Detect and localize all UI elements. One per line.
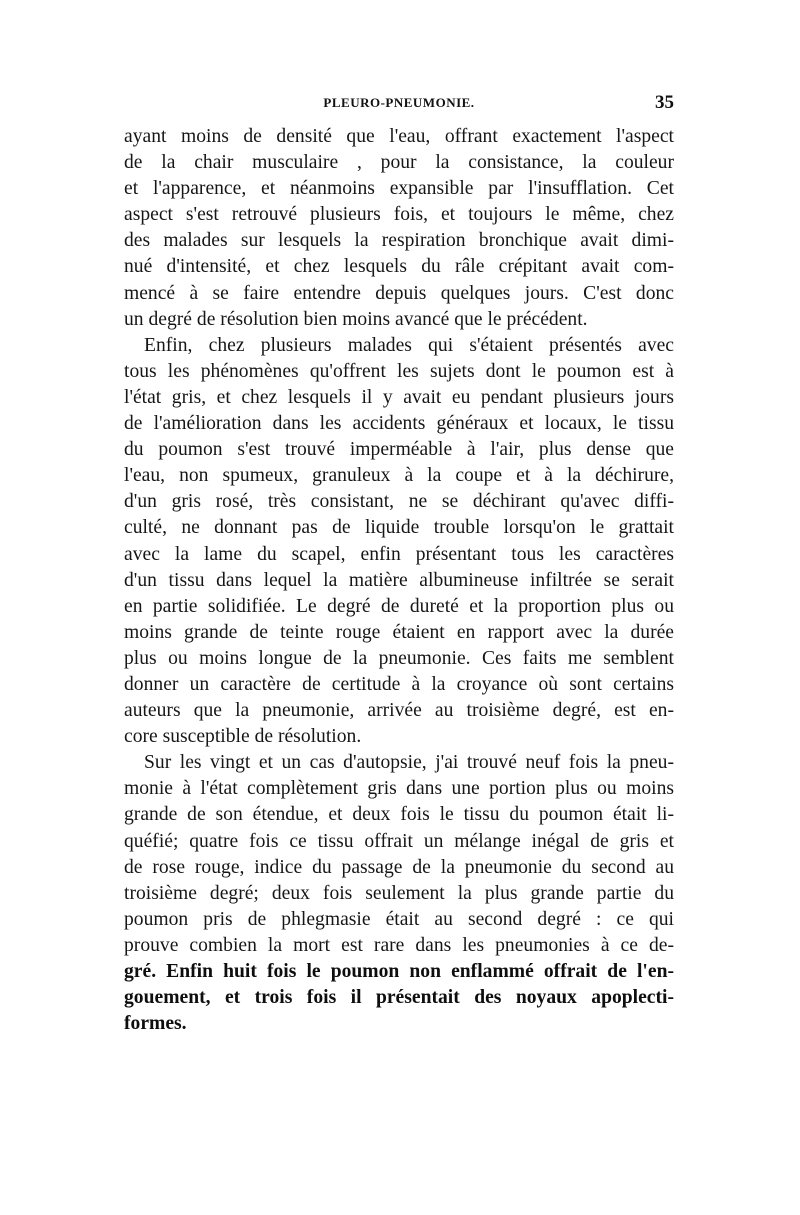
running-head [124,92,674,115]
text-line: nué d'intensité, et chez lesquels du râle crépitant avait com- [124,256,674,278]
text-line: plus ou moins longue de la pneumonie. Ces faits me semblent [124,647,674,669]
text-line: l'état gris, et chez lesquels il y avait eu pendant plusieurs jours [124,386,674,408]
text-line: tous les phénomènes qu'offrent les sujets dont le poumon est à [124,360,674,382]
text-line: donner un caractère de certitude à la croyance où sont certains [124,673,674,695]
text-line: en partie solidifiée. Le degré de dureté et la proportion plus ou [124,595,674,617]
text-line: troisième degré; deux fois seulement la plus grande partie du [124,882,674,904]
running-head-title: PLEURO-PNEUMONIE. [323,95,475,110]
text-line: moins grande de teinte rouge étaient en rapport avec la durée [124,621,674,643]
text-line: core susceptible de résolution. [124,726,362,748]
text-line: de l'amélioration dans les accidents généraux et locaux, le tissu [124,413,674,435]
text-line: formes. [124,1013,187,1035]
text-line: gré. Enfin huit fois le poumon non enflammé offrait de l'en- [124,961,674,982]
text-line: aspect s'est retrouvé plusieurs fois, et toujours le même, chez [124,204,674,226]
text-line: des malades sur lesquels la respiration bronchique avait dimi- [124,230,674,252]
text-line: d'un gris rosé, très consistant, ne se déchirant qu'avec diffi- [124,491,674,513]
text-line: de rose rouge, indice du passage de la pneumonie du second au [124,856,674,878]
text-line: de la chair musculaire , pour la consistance, la couleur [124,152,674,174]
page-number: 35 [655,92,674,113]
text-line: quéfié; quatre fois ce tissu offrait un mélange inégal de gris et [124,830,674,852]
text-line: un degré de résolution bien moins avancé que le précédent. [124,308,588,330]
text-line: grande de son étendue, et deux fois le tissu du poumon était li- [124,804,674,826]
text-line: prouve combien la mort est rare dans les pneumonies à ce de- [124,934,674,956]
text-line: monie à l'état complètement gris dans une portion plus ou moins [124,778,674,800]
text-line: auteurs que la pneumonie, arrivée au troisième degré, est en- [124,700,674,722]
text-line: ayant moins de densité que l'eau, offrant exactement l'aspect [124,126,674,147]
body-text [124,124,674,1037]
text-line: Sur les vingt et un cas d'autopsie, j'ai trouvé neuf fois la pneu- [144,752,674,774]
text-line: Enfin, chez plusieurs malades qui s'étaient présentés avec [144,334,674,356]
text-line: du poumon s'est trouvé imperméable à l'air, plus dense que [124,439,674,461]
text-line: culté, ne donnant pas de liquide trouble lorsqu'on le grattait [124,517,674,539]
text-line: l'eau, non spumeux, granuleux à la coupe et à la déchirure, [124,465,674,487]
text-line: avec la lame du scapel, enfin présentant tous les caractères [124,543,674,565]
text-line: poumon pris de phlegmasie était au second degré : ce qui [124,908,674,930]
text-line: d'un tissu dans lequel la matière albumineuse infiltrée se serait [124,569,674,591]
text-line: et l'apparence, et néanmoins expansible par l'insufflation. Cet [124,178,674,200]
text-line: gouement, et trois fois il présentait des noyaux apoplecti- [124,987,674,1009]
text-line: mencé à se faire entendre depuis quelques jours. C'est donc [124,282,674,304]
